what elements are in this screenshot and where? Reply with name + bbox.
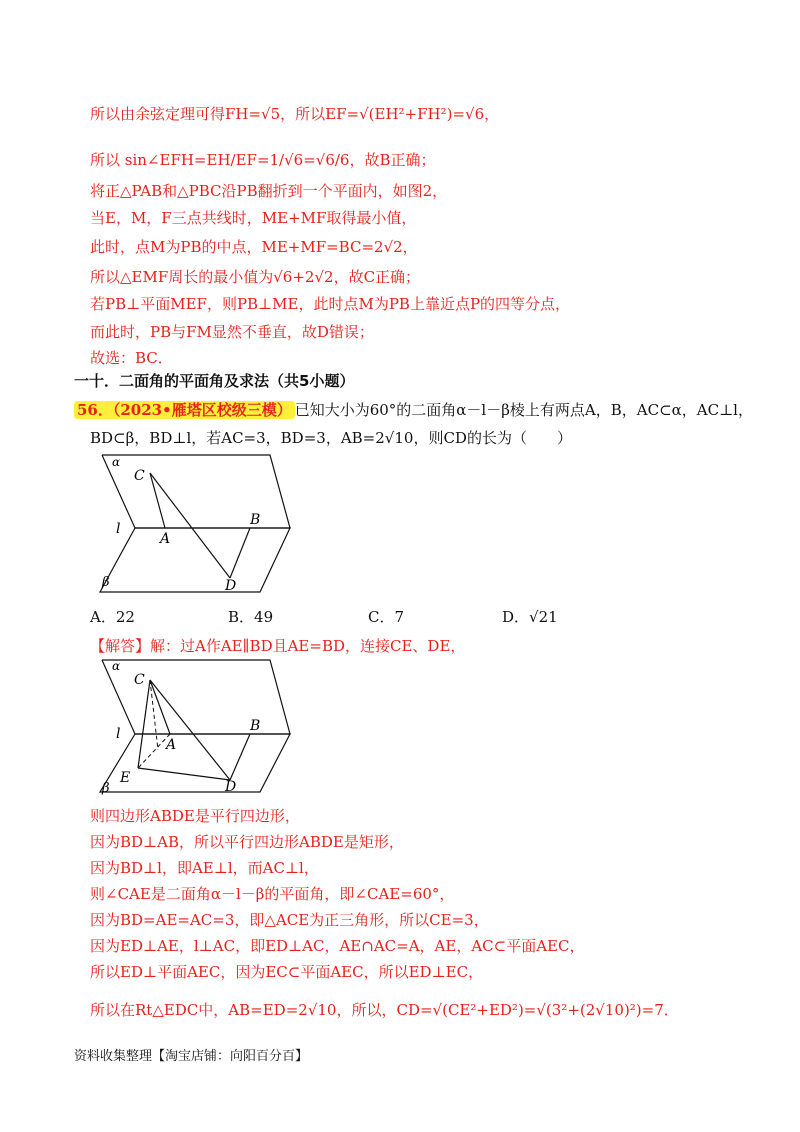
solution-line-5: 此时，点M为PB的中点，ME+MF=BC=2√2， [90,238,418,256]
solution-step-6: 因为ED⊥AE，l⊥AC，即ED⊥AC，AE∩AC=A，AE，AC⊂平面AEC， [90,937,585,955]
choice-d[interactable]: D．√21 [502,608,558,626]
solution-line-9: 故选：BC． [90,349,173,367]
label-alpha-2: α [112,659,121,673]
solution-step-1: 则四边形ABDE是平行四边形， [90,807,300,825]
solution-line-1: 所以由余弦定理可得FH=√5，所以EF=√(EH²+FH²)=√6， [90,105,500,123]
solution-line-6: 所以△EMF周长的最小值为√6+2√2，故C正确； [90,268,421,286]
solution-line-7: 若PB⊥平面MEF，则PB⊥ME，此时点M为PB上靠近点P的四等分点， [90,295,571,313]
solution-line-8: 而此时，PB与FM显然不垂直，故D错误； [90,323,374,341]
label-l-2: l [116,726,121,742]
solution-step-5: 因为BD=AE=AC=3，即△ACE为正三角形，所以CE=3， [90,911,489,929]
solution-line-3: 将正△PAB和△PBC沿PB翻折到一个平面内，如图2， [90,182,448,200]
solution-line-2: 所以 sin∠EFH=EH/EF=1/√6=√6/6，故B正确； [90,151,436,169]
label-D-2: D [225,779,237,795]
choice-a[interactable]: A．22 [90,608,135,626]
label-C-2: C [134,672,145,688]
label-beta-2: β [102,781,110,796]
solution-line-4: 当E，M，F三点共线时，ME+MF取得最小值， [90,209,417,227]
label-B: B [250,512,261,528]
footer: 资料收集整理【淘宝店铺：向阳百分百】 [74,1049,309,1064]
label-A: A [160,531,171,547]
solution-step-3: 因为BD⊥l，即AE⊥l，而AC⊥l， [90,859,319,877]
question-text-2: BD⊂β，BD⊥l，若AC=3，BD=3，AB=2√10，则CD的长为（ ） [90,429,572,447]
choice-b[interactable]: B．49 [228,608,274,626]
solution-header: 【解答】解：过A作AE∥BD且AE=BD，连接CE、DE， [90,637,466,655]
label-C: C [134,468,145,484]
solution-step-8: 所以在Rt△EDC中，AB=ED=2√10，所以，CD=√(CE²+ED²)=√(3²+(2√10)²)=7． [90,1001,679,1019]
solution-step-2: 因为BD⊥AB，所以平行四边形ABDE是矩形， [90,833,404,851]
solution-step-4: 则∠CAE是二面角α－l－β的平面角，即∠CAE=60°， [90,885,455,903]
label-l: l [116,521,121,537]
label-alpha: α [112,455,121,469]
choice-c[interactable]: C．7 [368,608,405,626]
label-E-2: E [120,770,131,786]
question-line-1 [74,400,753,420]
label-beta: β [102,575,110,590]
solution-step-7: 所以ED⊥平面AEC，因为EC⊂平面AEC，所以ED⊥EC， [90,963,484,981]
label-A-2: A [166,737,177,753]
dihedral-figure-1 [90,450,300,600]
section-heading: 一十．二面角的平面角及求法（共5小题） [74,372,355,390]
label-D: D [225,578,237,594]
question-number: 56．（2023•雁塔区校级三模） [74,401,295,419]
dihedral-figure-2 [90,658,300,798]
question-text-1: 已知大小为60°的二面角α－l－β棱上有两点A，B，AC⊂α，AC⊥l， [294,401,753,419]
label-B-2: B [250,718,261,734]
